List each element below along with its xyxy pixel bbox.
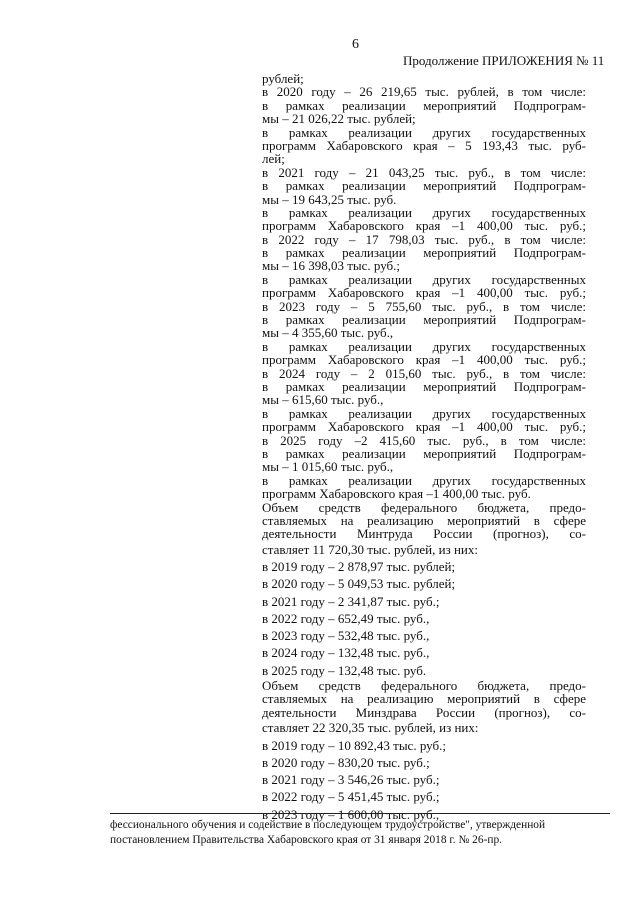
body-line: в 2020 году – 5 049,53 тыс. рублей; xyxy=(262,576,456,592)
body-line: в 2022 году – 652,49 тыс. руб., xyxy=(262,610,430,626)
body-line: ставляемых на реализацию мероприятий в сфере xyxy=(262,691,586,707)
body-line: Объем средств федерального бюджета, предо- xyxy=(262,499,586,515)
footnote-line-1: фессионального обучения и содействие в последующем трудоустройстве", утвержденной xyxy=(110,819,546,831)
body-line: ставляет 11 720,30 тыс. рублей, из них: xyxy=(262,541,478,557)
body-line: в 2025 году – 132,48 тыс. руб. xyxy=(262,662,427,678)
footnote-divider xyxy=(110,813,610,814)
body-line: в рамках реализации других государственных xyxy=(262,472,586,488)
body-line: в рамках реализации других государственных xyxy=(262,405,586,421)
body-line: в 2019 году – 10 892,43 тыс. руб.; xyxy=(262,737,446,753)
body-line: в рамках реализации мероприятий Подпрограм- xyxy=(262,97,586,113)
body-line: в рамках реализации мероприятий Подпрограм- xyxy=(262,245,586,261)
body-line: программ Хабаровского края –1 400,00 тыс. руб.; xyxy=(262,419,586,435)
body-line: в 2019 году – 2 878,97 тыс. рублей; xyxy=(262,558,456,574)
body-line: в рамках реализации мероприятий Подпрограм- xyxy=(262,312,586,328)
body-line: рублей; xyxy=(262,71,304,86)
body-line: программ Хабаровского края –1 400,00 тыс. руб.; xyxy=(262,352,586,368)
body-line: в рамках реализации других государственных xyxy=(262,204,586,220)
body-line: в рамках реализации мероприятий Подпрограм- xyxy=(262,445,586,461)
body-line: программ Хабаровского края – 5 193,43 тыс. руб- xyxy=(262,137,586,153)
body-line: в 2024 году – 2 015,60 тыс. руб., в том числе: xyxy=(262,365,586,381)
footnote-line-2: постановлением Правительства Хабаровского края от 31 января 2018 г. № 26-пр. xyxy=(110,834,502,846)
body-line: в рамках реализации других государственных xyxy=(262,271,586,287)
body-line: в рамках реализации мероприятий Подпрограм- xyxy=(262,178,586,194)
body-line: в 2020 году – 26 219,65 тыс. рублей, в том числе: xyxy=(262,84,586,100)
body-line: ставляемых на реализацию мероприятий в сфере xyxy=(262,512,586,528)
body-text xyxy=(262,72,586,823)
body-line: мы – 19 643,25 тыс. руб. xyxy=(262,191,397,207)
body-line: в 2021 году – 3 546,26 тыс. руб.; xyxy=(262,772,440,788)
body-line: в 2022 году – 17 798,03 тыс. руб., в том числе: xyxy=(262,231,586,247)
body-line: в 2023 году – 5 755,60 тыс. руб., в том числе: xyxy=(262,298,586,314)
body-line: мы – 21 026,22 тыс. рублей; xyxy=(262,111,416,127)
body-line: в рамках реализации других государственных xyxy=(262,338,586,354)
body-line: ставляет 22 320,35 тыс. рублей, из них: xyxy=(262,720,479,736)
body-line: деятельности Минздрава России (прогноз), со- xyxy=(262,704,586,720)
body-line: мы – 4 355,60 тыс. руб., xyxy=(262,325,394,341)
body-line: мы – 615,60 тыс. руб., xyxy=(262,392,384,408)
page-number: 6 xyxy=(352,37,359,52)
body-line: в 2025 году –2 415,60 тыс. руб., в том числе: xyxy=(262,432,586,448)
body-line: в 2021 году – 2 341,87 тыс. руб.; xyxy=(262,593,440,609)
body-line: деятельности Минтруда России (прогноз), со- xyxy=(262,526,586,542)
body-line: в рамках реализации других государственных xyxy=(262,124,586,140)
body-line: лей; xyxy=(262,151,285,167)
body-line: мы – 1 015,60 тыс. руб., xyxy=(262,459,394,475)
body-line: в 2020 году – 830,20 тыс. руб.; xyxy=(262,754,430,770)
body-line: программ Хабаровского края –1 400,00 тыс. руб.; xyxy=(262,218,586,234)
body-line: Объем средств федерального бюджета, предо- xyxy=(262,678,586,694)
body-line: мы – 16 398,03 тыс. руб.; xyxy=(262,258,401,274)
body-line: в 2022 году – 5 451,45 тыс. руб.; xyxy=(262,789,440,805)
body-line: программ Хабаровского края –1 400,00 тыс. руб.; xyxy=(262,285,586,301)
body-line: в рамках реализации мероприятий Подпрограм- xyxy=(262,378,586,394)
body-line: в 2021 году – 21 043,25 тыс. руб., в том числе: xyxy=(262,164,586,180)
body-line: в 2023 году – 1 600,00 тыс. руб., xyxy=(262,806,440,822)
body-line: программ Хабаровского края –1 400,00 тыс. руб. xyxy=(262,486,531,502)
footnote xyxy=(110,818,610,848)
body-line: в 2023 году – 532,48 тыс. руб., xyxy=(262,628,430,644)
appendix-continuation-header: Продолжение ПРИЛОЖЕНИЯ № 11 xyxy=(403,53,605,68)
body-line: в 2024 году – 132,48 тыс. руб., xyxy=(262,645,430,661)
